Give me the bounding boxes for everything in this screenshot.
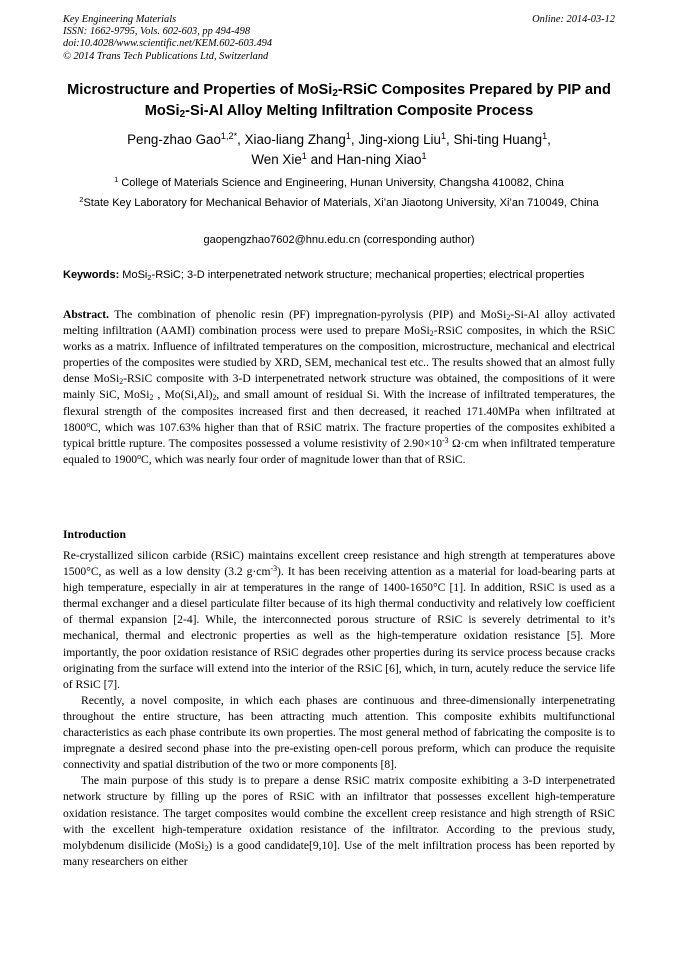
journal-name: Key Engineering Materials (63, 14, 177, 25)
journal-header (63, 14, 615, 63)
copyright-line: © 2014 Trans Tech Publications Ltd, Switzerland (63, 50, 269, 62)
online-date: Online: 2014-03-12 (532, 14, 615, 25)
intro-paragraph-1: Re-crystallized silicon carbide (RSiC) maintains excellent creep resistance and high strength at temperatures above 1500°C, as well as a low density (3.2 $g\cdot cm^{-3}$). It has been receiving attention as a material for load-bearing parts at high temperature, especially in air at temperatures in the range of 1400-1650°C [1]. In addition, RSiC is used as a thermal exchanger and a diesel particulate filter because of its high thermal conductivity and relatively low coefficient of thermal expansion [2-4]. While, the interconnected porous structure of RSiC is severely detrimental to it’s mechanical, thermal and electronic properties as well as the high-temperature oxidation resistance [5]. More importantly, the poor oxidation resistance of RSiC degrades other properties during its service process because cracks originating from the surface will extend into the interior of the RSiC [6], which, in turn, acutely reduce the service life of RSiC [7]. (63, 549, 615, 691)
introduction-heading: Introduction (63, 528, 126, 541)
keywords: Keywords: MoSi$_2$-RSiC; 3-D interpenetrated network structure; mechanical properties; electrical properties (63, 269, 585, 282)
paper-title: Microstructure and Properties of MoSi$_2$-RSiC Composites Prepared by PIP and MoSi$_2$-Si-Al Alloy Melting Infiltration Composite Process (67, 82, 611, 120)
intro-paragraph-3: The main purpose of this study is to prepare a dense RSiC matrix composite exhibiting a 3-D interpenetrated network structure by filling up the pores of RSiC with an infiltrator that possesses excellent high-temperature oxidation resistance. The target composites would combine the excellent creep resistance and high strength of RSiC with the excellent high-temperature oxidation resistance of the infiltrator. According to the previous study, molybdenum disilicide (MoSi$_2$) is a good candidate[9,10]. Use of the melt infiltration process has been reported by many researchers on either (63, 774, 616, 868)
author-list: Peng-zhao Gao$^{1,2*}$, Xiao-liang Zhang$^1$, Jing-xiong Liu$^1$, Shi-ting Huang$^1$, Wen Xie$^1$ and Han-ning Xiao$^1$ (127, 131, 551, 167)
abstract: Abstract. The combination of phenolic resin (PF) impregnation-pyrolysis (PIP) and MoSi$_2$-Si-Al alloy activated melting infiltration (AAMI) combination process were used to prepare MoSi$_2$-RSiC composites, in which the RSiC works as a matrix. Influence of infiltrated temperatures on the composition, microstructure, mechanical and electrical properties of the composites were studied by XRD, SEM, mechanical test etc.. The results showed that an almost fully dense MoSi$_2$-RSiC composite with 3-D interpenetrated network structure was obtained, the compositions of it were mainly SiC, MoSi$_2$ , $Mo(Si,Al)_2$, and small amount of residual Si. With the increase of infiltrated temperatures, the flexural strength of the composites increased first and then decreased, it reached 171.40MPa when infiltrated at 1800$^o$C, which was 107.63% higher than that of RSiC matrix. The fracture properties of the composites exhibited a typical brittle rupture. The composites possessed a volume resistivity of $2.90\times 10^{-3}$ Ω·cm when infiltrated temperature equaled to 1900$^o$C, which was nearly four order of magnitude lower than that of RSiC. (63, 308, 616, 466)
affiliation-1: $^1$ College of Materials Science and Engineering, Hunan University, Changsha 410082, China (114, 175, 564, 189)
doi-line: doi:10.4028/www.scientific.net/KEM.602-603.494 (63, 38, 273, 50)
issn-line: ISSN: 1662-9795, Vols. 602-603, pp 494-498 (63, 26, 251, 38)
affiliation-2: $^2$State Key Laboratory for Mechanical Behavior of Materials, Xi’an Jiaotong University, Xi’an 710049, China (79, 195, 599, 209)
introduction-body (63, 548, 615, 870)
intro-paragraph-2: Recently, a novel composite, in which each phases are continuous and three-dimensionally interpenetrating throughout the entire structure, has been attracting much attention. This composite exhibits multifunctional characteristics as each phase contribute its own properties. The most general method of fabricating the composite is to impregnate a desired second phase into the pre-existing open-cell porous preform, which can produce the requisite connectivity and spatial distribution of the two or more components [8]. (63, 693, 615, 772)
corresponding-email[interactable]: gaopengzhao7602@hnu.edu.cn (corresponding author) (203, 234, 475, 246)
